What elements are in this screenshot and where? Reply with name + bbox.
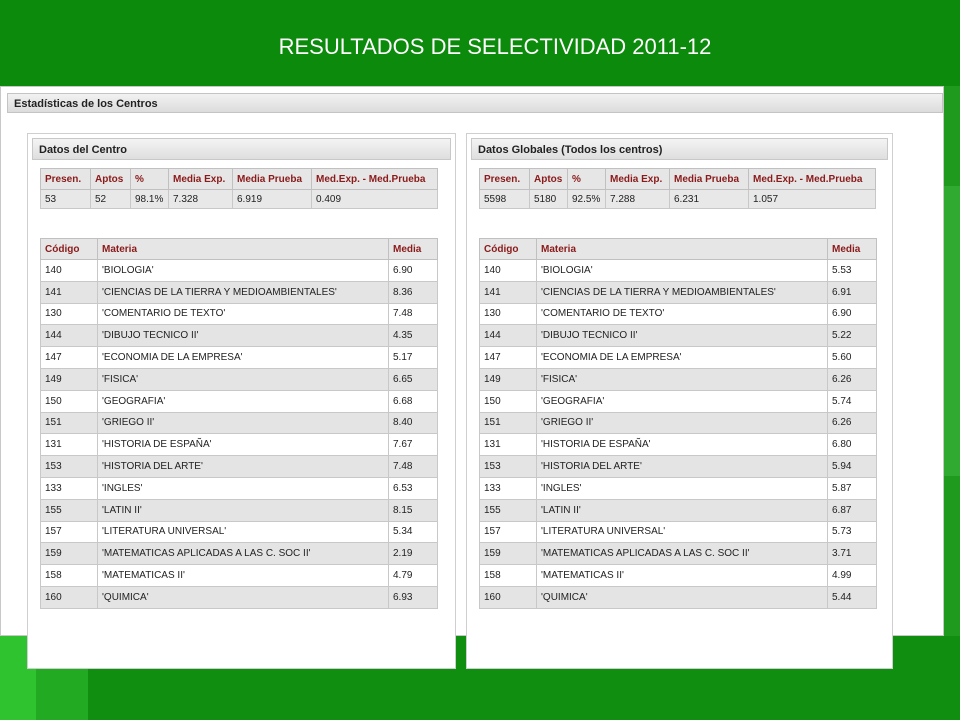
subject-name-cell: 'QUIMICA' <box>98 586 389 608</box>
subject-name-cell: 'GRIEGO II' <box>98 412 389 434</box>
subject-code-cell: 133 <box>480 477 537 499</box>
table-row <box>41 477 438 499</box>
stats-panel <box>0 86 944 636</box>
subject-code-cell: 153 <box>41 456 98 478</box>
table-row <box>480 303 877 325</box>
summary-row <box>480 190 876 209</box>
subject-average-cell: 6.53 <box>389 477 438 499</box>
subject-name-cell: 'COMENTARIO DE TEXTO' <box>537 303 828 325</box>
subject-code-cell: 160 <box>41 586 98 608</box>
summary-cell: 1.057 <box>749 190 876 209</box>
subject-average-cell: 7.48 <box>389 303 438 325</box>
summary-cell: 53 <box>41 190 91 209</box>
subject-average-cell: 6.80 <box>828 434 877 456</box>
subject-average-cell: 6.87 <box>828 499 877 521</box>
table-row <box>41 303 438 325</box>
subject-name-cell: 'LITERATURA UNIVERSAL' <box>98 521 389 543</box>
subject-name-cell: 'FISICA' <box>98 368 389 390</box>
subject-code-cell: 131 <box>41 434 98 456</box>
summary-header-row <box>480 169 876 190</box>
summary-cell: 7.288 <box>606 190 670 209</box>
subject-code-cell: 159 <box>480 543 537 565</box>
summary-header-cell: % <box>131 169 169 190</box>
subject-header-cell: Materia <box>98 239 389 260</box>
subject-average-cell: 8.15 <box>389 499 438 521</box>
centro-subjects-table <box>40 238 438 609</box>
subject-code-cell: 140 <box>41 260 98 282</box>
subject-name-cell: 'GEOGRAFIA' <box>537 390 828 412</box>
table-row <box>41 260 438 282</box>
subject-code-cell: 147 <box>41 347 98 369</box>
table-row <box>480 456 877 478</box>
subject-average-cell: 8.40 <box>389 412 438 434</box>
table-row <box>41 565 438 587</box>
subject-code-cell: 158 <box>480 565 537 587</box>
subject-name-cell: 'MATEMATICAS APLICADAS A LAS C. SOC II' <box>537 543 828 565</box>
subject-header-cell: Media <box>389 239 438 260</box>
summary-header-cell: Media Exp. <box>606 169 670 190</box>
table-row <box>480 368 877 390</box>
table-row <box>480 281 877 303</box>
summary-cell: 92.5% <box>568 190 606 209</box>
subject-average-cell: 6.90 <box>389 260 438 282</box>
subject-average-cell: 7.48 <box>389 456 438 478</box>
summary-cell: 0.409 <box>312 190 438 209</box>
subject-name-cell: 'ECONOMIA DE LA EMPRESA' <box>537 347 828 369</box>
subject-header-cell: Código <box>480 239 537 260</box>
subject-name-cell: 'INGLES' <box>98 477 389 499</box>
subject-average-cell: 5.87 <box>828 477 877 499</box>
summary-cell: 6.919 <box>233 190 312 209</box>
subject-name-cell: 'HISTORIA DEL ARTE' <box>98 456 389 478</box>
summary-header-cell: % <box>568 169 606 190</box>
centro-summary-table <box>40 168 438 209</box>
subject-average-cell: 7.67 <box>389 434 438 456</box>
summary-header-cell: Media Exp. <box>169 169 233 190</box>
subject-average-cell: 3.71 <box>828 543 877 565</box>
subject-average-cell: 6.68 <box>389 390 438 412</box>
subject-name-cell: 'HISTORIA DE ESPAÑA' <box>537 434 828 456</box>
subject-header-cell: Código <box>41 239 98 260</box>
subject-name-cell: 'DIBUJO TECNICO II' <box>98 325 389 347</box>
slide-title: RESULTADOS DE SELECTIVIDAD 2011-12 <box>278 34 712 59</box>
subject-name-cell: 'GEOGRAFIA' <box>98 390 389 412</box>
subject-average-cell: 5.60 <box>828 347 877 369</box>
subject-average-cell: 8.36 <box>389 281 438 303</box>
subject-code-cell: 155 <box>480 499 537 521</box>
subject-name-cell: 'BIOLOGIA' <box>537 260 828 282</box>
subject-code-cell: 141 <box>41 281 98 303</box>
subject-name-cell: 'GRIEGO II' <box>537 412 828 434</box>
subject-code-cell: 130 <box>480 303 537 325</box>
summary-header-cell: Aptos <box>530 169 568 190</box>
subject-name-cell: 'QUIMICA' <box>537 586 828 608</box>
table-row <box>480 477 877 499</box>
summary-header-cell: Aptos <box>91 169 131 190</box>
summary-header-row <box>41 169 438 190</box>
subject-header-cell: Media <box>828 239 877 260</box>
table-row <box>480 543 877 565</box>
table-row <box>41 521 438 543</box>
subject-average-cell: 5.22 <box>828 325 877 347</box>
centro-column <box>27 133 456 669</box>
subject-average-cell: 4.99 <box>828 565 877 587</box>
subject-average-cell: 5.94 <box>828 456 877 478</box>
table-row <box>41 456 438 478</box>
global-summary-table <box>479 168 876 209</box>
decor-bar-right-highlight <box>944 186 960 476</box>
table-row <box>41 281 438 303</box>
subject-name-cell: 'INGLES' <box>537 477 828 499</box>
table-row <box>480 325 877 347</box>
table-row <box>41 347 438 369</box>
subject-code-cell: 157 <box>480 521 537 543</box>
subject-average-cell: 6.65 <box>389 368 438 390</box>
subject-code-cell: 150 <box>41 390 98 412</box>
table-row <box>480 434 877 456</box>
subject-code-cell: 149 <box>480 368 537 390</box>
subject-average-cell: 5.44 <box>828 586 877 608</box>
subject-average-cell: 6.26 <box>828 412 877 434</box>
summary-header-cell: Presen. <box>480 169 530 190</box>
subject-code-cell: 150 <box>480 390 537 412</box>
global-column <box>466 133 893 669</box>
summary-header-cell: Media Prueba <box>233 169 312 190</box>
subject-code-cell: 140 <box>480 260 537 282</box>
subject-average-cell: 6.93 <box>389 586 438 608</box>
table-row <box>480 347 877 369</box>
panel-title: Estadísticas de los Centros <box>7 93 943 113</box>
subject-name-cell: 'MATEMATICAS II' <box>537 565 828 587</box>
subject-code-cell: 133 <box>41 477 98 499</box>
subject-average-cell: 6.26 <box>828 368 877 390</box>
subject-average-cell: 6.91 <box>828 281 877 303</box>
centro-title: Datos del Centro <box>32 138 451 160</box>
table-row <box>480 499 877 521</box>
summary-row <box>41 190 438 209</box>
table-row <box>480 412 877 434</box>
subject-code-cell: 157 <box>41 521 98 543</box>
subject-name-cell: 'MATEMATICAS APLICADAS A LAS C. SOC II' <box>98 543 389 565</box>
table-row <box>41 586 438 608</box>
summary-cell: 98.1% <box>131 190 169 209</box>
subject-average-cell: 4.35 <box>389 325 438 347</box>
summary-header-cell: Media Prueba <box>670 169 749 190</box>
table-row <box>41 499 438 521</box>
subject-average-cell: 5.73 <box>828 521 877 543</box>
table-row <box>480 565 877 587</box>
subject-code-cell: 153 <box>480 456 537 478</box>
subject-name-cell: 'LATIN II' <box>537 499 828 521</box>
subjects-header-row <box>480 239 877 260</box>
subjects-header-row <box>41 239 438 260</box>
subject-name-cell: 'BIOLOGIA' <box>98 260 389 282</box>
table-row <box>41 412 438 434</box>
subject-name-cell: 'LITERATURA UNIVERSAL' <box>537 521 828 543</box>
subject-code-cell: 155 <box>41 499 98 521</box>
table-row <box>480 390 877 412</box>
summary-cell: 5598 <box>480 190 530 209</box>
subject-code-cell: 147 <box>480 347 537 369</box>
table-row <box>41 325 438 347</box>
subject-average-cell: 5.53 <box>828 260 877 282</box>
summary-cell: 52 <box>91 190 131 209</box>
subject-average-cell: 4.79 <box>389 565 438 587</box>
subject-code-cell: 131 <box>480 434 537 456</box>
table-row <box>41 390 438 412</box>
summary-header-cell: Med.Exp. - Med.Prueba <box>749 169 876 190</box>
table-row <box>480 260 877 282</box>
summary-cell: 7.328 <box>169 190 233 209</box>
subject-average-cell: 5.34 <box>389 521 438 543</box>
subject-code-cell: 144 <box>480 325 537 347</box>
subject-average-cell: 5.74 <box>828 390 877 412</box>
table-row <box>41 368 438 390</box>
subject-code-cell: 149 <box>41 368 98 390</box>
subject-name-cell: 'FISICA' <box>537 368 828 390</box>
global-subjects-table <box>479 238 877 609</box>
subject-code-cell: 159 <box>41 543 98 565</box>
subject-average-cell: 6.90 <box>828 303 877 325</box>
subject-name-cell: 'DIBUJO TECNICO II' <box>537 325 828 347</box>
subject-name-cell: 'ECONOMIA DE LA EMPRESA' <box>98 347 389 369</box>
subject-code-cell: 151 <box>41 412 98 434</box>
subject-name-cell: 'MATEMATICAS II' <box>98 565 389 587</box>
subject-name-cell: 'LATIN II' <box>98 499 389 521</box>
table-row <box>41 434 438 456</box>
summary-header-cell: Med.Exp. - Med.Prueba <box>312 169 438 190</box>
summary-cell: 5180 <box>530 190 568 209</box>
subject-code-cell: 130 <box>41 303 98 325</box>
subject-code-cell: 151 <box>480 412 537 434</box>
summary-cell: 6.231 <box>670 190 749 209</box>
subject-code-cell: 158 <box>41 565 98 587</box>
table-row <box>41 543 438 565</box>
subject-name-cell: 'CIENCIAS DE LA TIERRA Y MEDIOAMBIENTALES' <box>98 281 389 303</box>
subject-name-cell: 'COMENTARIO DE TEXTO' <box>98 303 389 325</box>
subject-code-cell: 141 <box>480 281 537 303</box>
subject-name-cell: 'HISTORIA DE ESPAÑA' <box>98 434 389 456</box>
subject-name-cell: 'HISTORIA DEL ARTE' <box>537 456 828 478</box>
subject-average-cell: 5.17 <box>389 347 438 369</box>
subject-code-cell: 144 <box>41 325 98 347</box>
global-title: Datos Globales (Todos los centros) <box>471 138 888 160</box>
subject-name-cell: 'CIENCIAS DE LA TIERRA Y MEDIOAMBIENTALES' <box>537 281 828 303</box>
subject-header-cell: Materia <box>537 239 828 260</box>
summary-header-cell: Presen. <box>41 169 91 190</box>
subject-average-cell: 2.19 <box>389 543 438 565</box>
table-row <box>480 586 877 608</box>
subject-code-cell: 160 <box>480 586 537 608</box>
table-row <box>480 521 877 543</box>
